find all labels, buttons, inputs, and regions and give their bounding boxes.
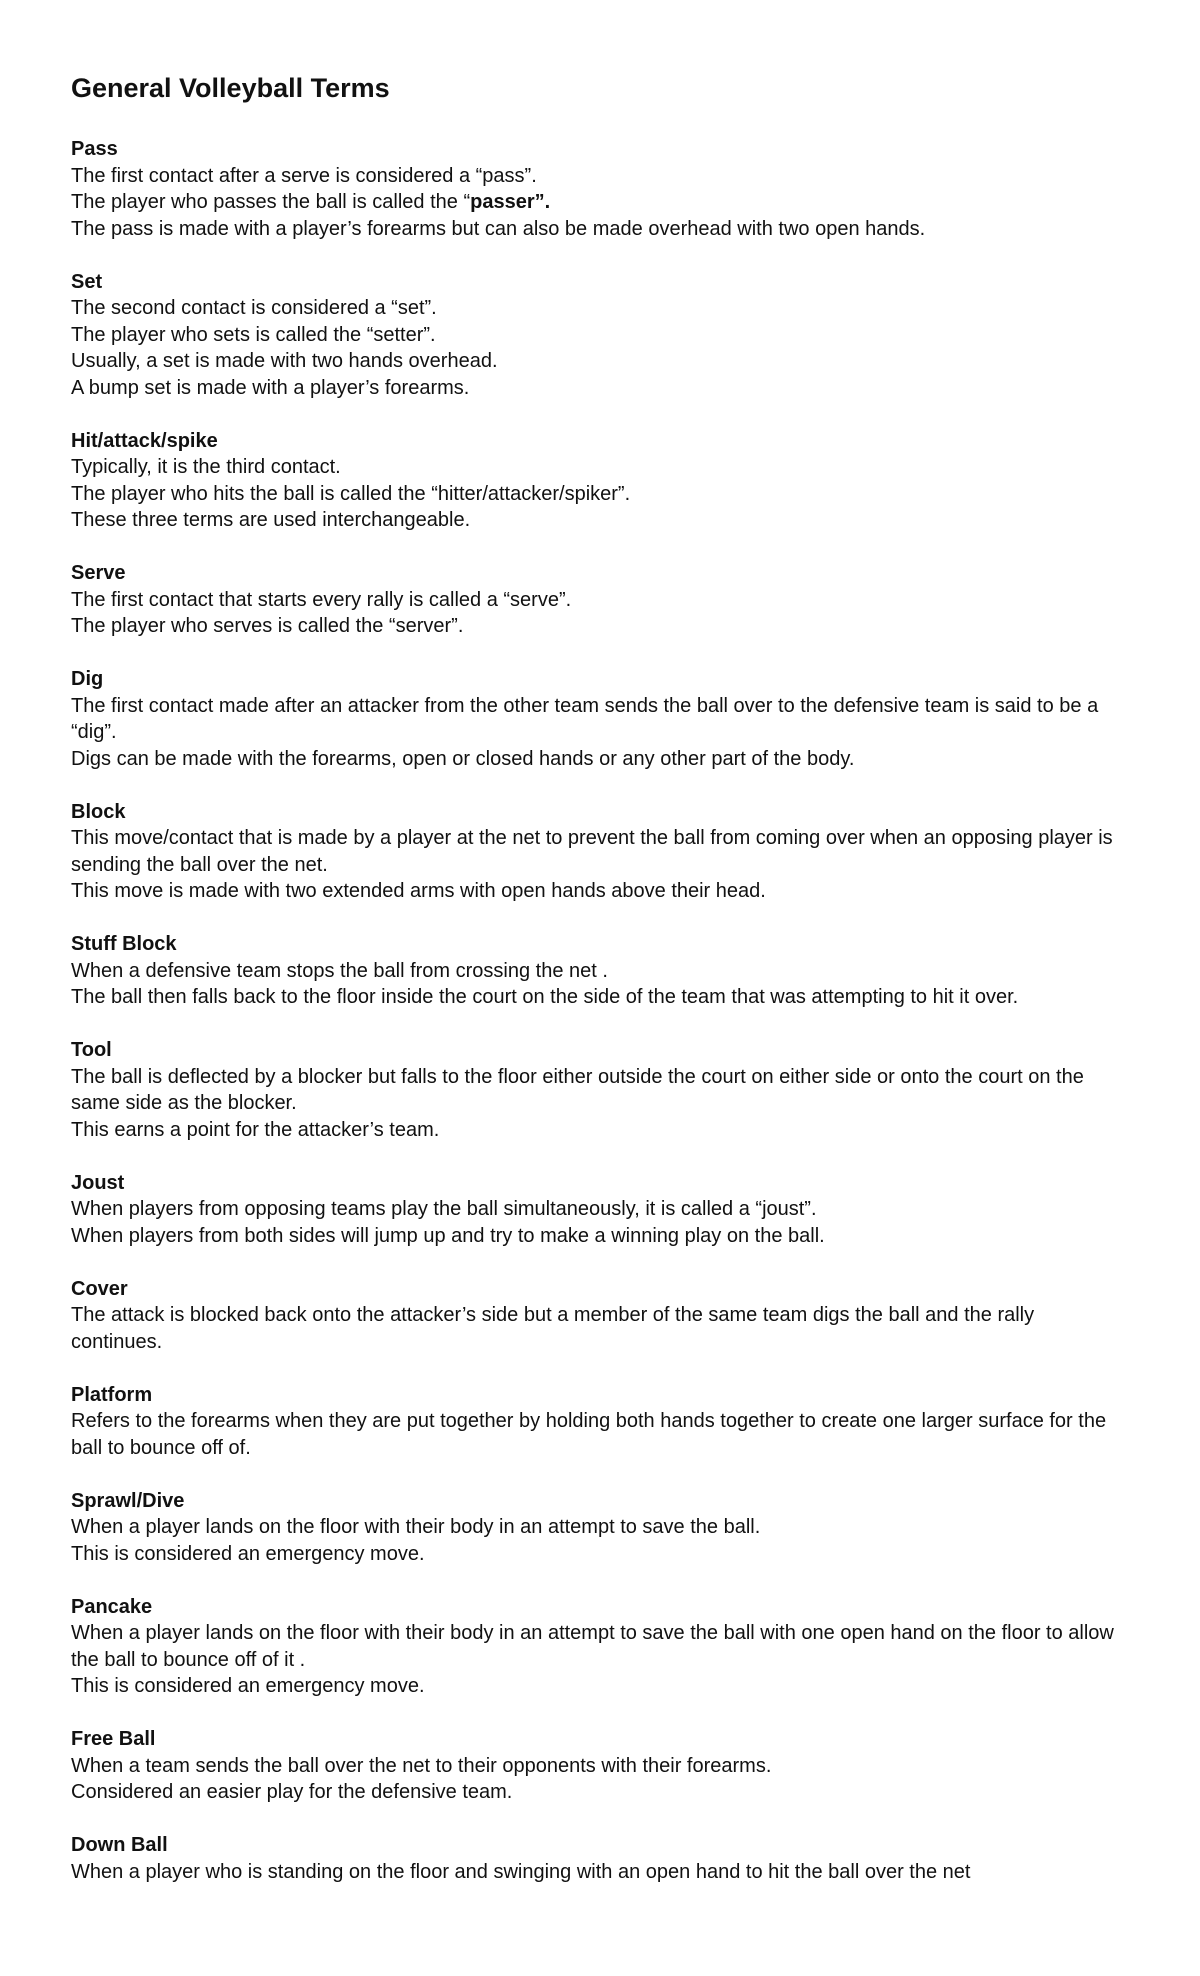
term-definition-line: The ball is deflected by a blocker but falls to the floor either outside the court on either side or onto the court on the same side as the blocker. — [71, 1065, 1084, 1114]
term-definition-line: Refers to the forearms when they are put together by holding both hands together to create one larger surface for the ball to bounce off of. — [71, 1410, 1107, 1459]
emphasized-term: passer”. — [470, 191, 551, 213]
term-section — [71, 1170, 1130, 1250]
term-section — [71, 799, 1130, 905]
term-heading: Block — [71, 800, 126, 823]
term-definition-line: The attack is blocked back onto the attacker’s side but a member of the same team digs the ball and the rally continues. — [71, 1304, 1035, 1353]
term-definition-line: When a team sends the ball over the net to their opponents with their forearms. — [71, 1754, 772, 1777]
term-definition-line: The player who hits the ball is called the “hitter/attacker/spiker”. — [71, 482, 631, 505]
term-heading: Pass — [71, 138, 118, 160]
term-section — [71, 931, 1130, 1011]
term-section — [71, 428, 1130, 534]
term-heading: Tool — [71, 1039, 112, 1061]
term-section — [71, 1488, 1130, 1568]
term-section — [71, 1037, 1130, 1143]
term-definition-line: The player who passes the ball is called the “passer”. — [71, 191, 551, 213]
term-definition-line: The player who serves is called the “server”. — [71, 615, 464, 637]
term-heading: Hit/attack/spike — [71, 429, 218, 452]
term-definition-line: When players from both sides will jump up and try to make a winning play on the ball. — [71, 1224, 825, 1247]
term-definition-line: These three terms are used interchangeable. — [71, 509, 471, 531]
term-heading: Sprawl/Dive — [71, 1489, 185, 1512]
term-heading: Pancake — [71, 1595, 153, 1618]
term-definition-line: When a defensive team stops the ball from crossing the net . — [71, 959, 608, 982]
document-title: General Volleyball Terms — [71, 73, 390, 103]
terms-list — [71, 136, 1130, 1885]
term-definition-line: The first contact made after an attacker from the other team sends the ball over to the defensive team is said to be a “dig”. — [71, 694, 1099, 743]
term-definition-line: The second contact is considered a “set”. — [71, 297, 437, 319]
term-definition-line: This earns a point for the attacker’s team. — [71, 1118, 440, 1141]
term-section — [71, 1832, 1130, 1885]
term-section — [71, 269, 1130, 402]
term-definition-line: The ball then falls back to the floor inside the court on the side of the team that was attempting to hit it over. — [71, 986, 1019, 1008]
term-section — [71, 1726, 1130, 1806]
term-section — [71, 666, 1130, 772]
term-section — [71, 1382, 1130, 1462]
term-definition-line: When a player lands on the floor with their body in an attempt to save the ball with one open hand on the floor to allow the ball to bounce off of it . — [71, 1622, 1114, 1671]
term-heading: Serve — [71, 562, 126, 584]
term-section — [71, 560, 1130, 640]
term-section — [71, 1594, 1130, 1700]
term-heading: Cover — [71, 1277, 128, 1300]
term-definition-line: This is considered an emergency move. — [71, 1675, 425, 1697]
term-definition-line: Digs can be made with the forearms, open or closed hands or any other part of the body. — [71, 747, 855, 770]
term-definition-line: When players from opposing teams play the ball simultaneously, it is called a “joust”. — [71, 1198, 817, 1220]
term-heading: Dig — [71, 668, 104, 690]
term-definition-line: This move/contact that is made by a player at the net to prevent the ball from coming over when an opposing player is sending the ball over the net. — [71, 827, 1113, 876]
term-definition-line: Typically, it is the third contact. — [71, 456, 341, 478]
term-heading: Stuff Block — [71, 933, 177, 955]
term-definition-line: The first contact that starts every rally is called a “serve”. — [71, 588, 572, 611]
term-heading: Joust — [71, 1171, 125, 1194]
term-heading: Platform — [71, 1383, 153, 1406]
term-definition-line: A bump set is made with a player’s forearms. — [71, 376, 470, 399]
term-definition-line: The player who sets is called the “setter”. — [71, 323, 436, 346]
term-definition-line: When a player lands on the floor with their body in an attempt to save the ball. — [71, 1516, 761, 1538]
term-definition-line: The pass is made with a player’s forearms but can also be made overhead with two open hands. — [71, 217, 926, 240]
term-section — [71, 136, 1130, 242]
term-section — [71, 1276, 1130, 1356]
term-definition-line: Usually, a set is made with two hands overhead. — [71, 350, 498, 372]
term-heading: Free Ball — [71, 1728, 156, 1750]
term-heading: Set — [71, 270, 103, 293]
term-definition-line: The first contact after a serve is considered a “pass”. — [71, 164, 537, 187]
term-definition-line: When a player who is standing on the floor and swinging with an open hand to hit the ball over the net — [71, 1860, 971, 1883]
term-definition-line: This is considered an emergency move. — [71, 1542, 425, 1565]
term-definition-line: This move is made with two extended arms with open hands above their head. — [71, 880, 766, 902]
term-definition-line: Considered an easier play for the defensive team. — [71, 1781, 513, 1803]
term-heading: Down Ball — [71, 1834, 168, 1856]
